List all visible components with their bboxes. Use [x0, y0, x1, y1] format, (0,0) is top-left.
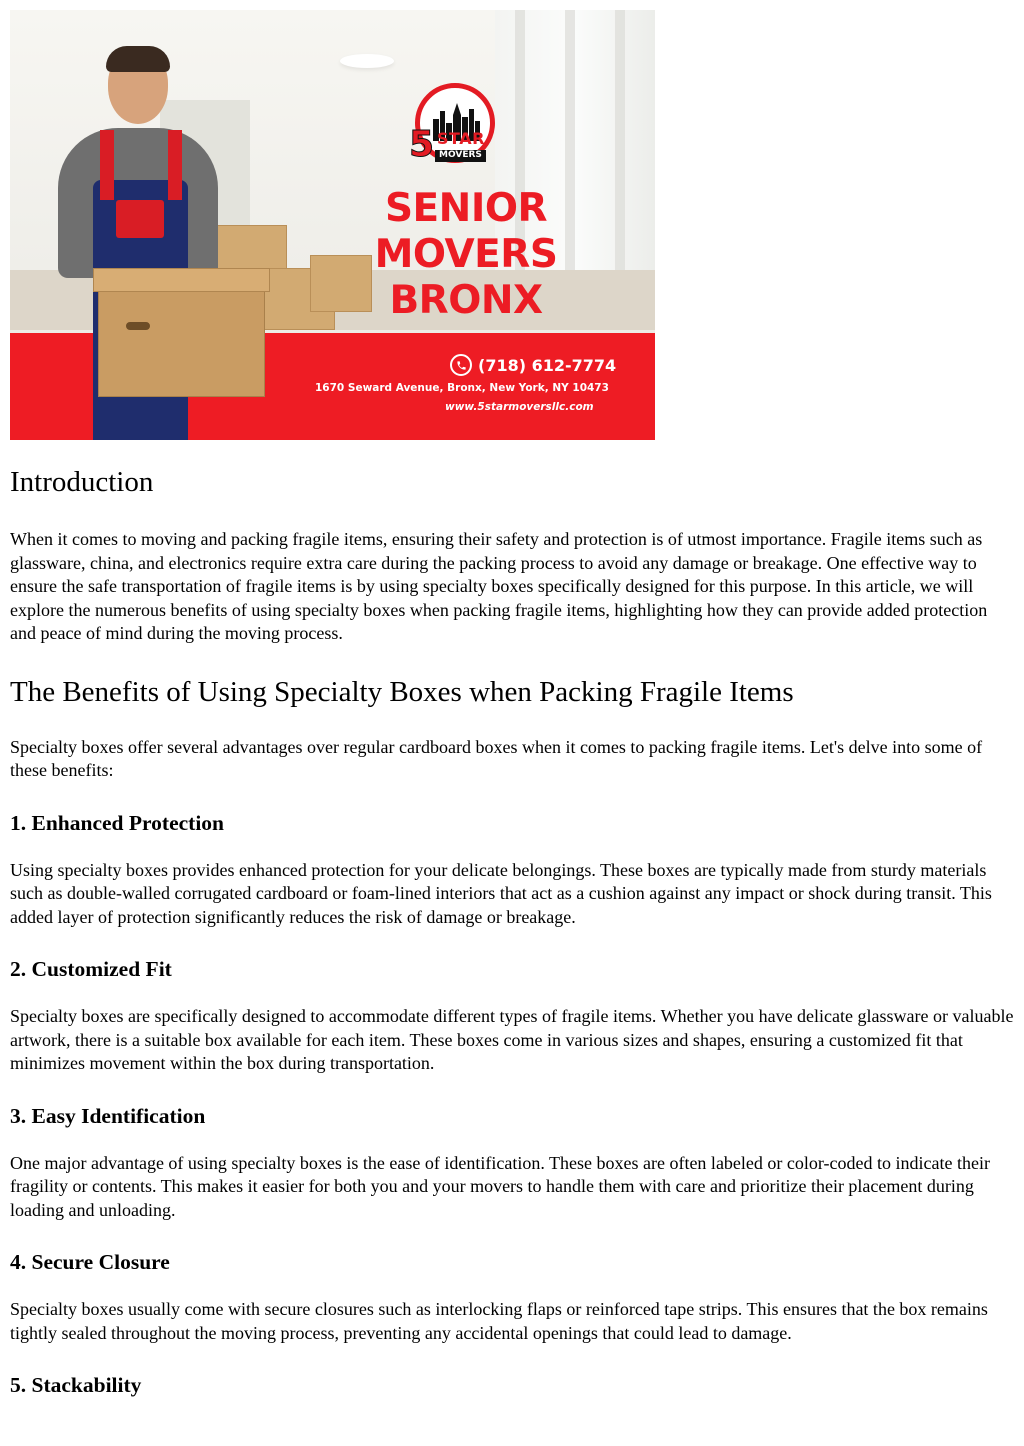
website: www.5starmoversllc.com: [445, 401, 594, 413]
phone-number: (718) 612-7774: [478, 355, 617, 375]
section-heading: 5. Stackability: [10, 1373, 142, 1397]
carried-box: [98, 275, 265, 397]
section-heading: 1. Enhanced Protection: [10, 810, 225, 835]
banner-title: SENIOR MOVERS BRONX: [374, 186, 558, 323]
section-heading: 3. Easy Identification: [10, 1103, 206, 1128]
company-logo: 5 STAR MOVERS: [407, 83, 507, 173]
section-heading: 2. Customized Fit: [10, 957, 172, 981]
phone-row: [450, 351, 616, 379]
mover-person-illustration: [38, 50, 268, 440]
ceiling-lamp: [340, 54, 394, 68]
address: 1670 Seward Avenue, Bronx, New York, NY 10473: [315, 382, 609, 394]
intro-heading: Introduction: [10, 466, 154, 498]
benefits-intro-paragraph: Specialty boxes offer several advantages over regular cardboard boxes when it comes to packing fragile items. Let's delve into some of these benefits:: [10, 736, 983, 780]
moving-box: [310, 255, 372, 312]
section-paragraph: One major advantage of using specialty boxes is the ease of identification. These boxes are often labeled or color-coded to indicate their fragility or contents. This makes it easier for both you and your movers to handle them with care and prioritize their placement during loading and unloading.: [10, 1152, 990, 1220]
section-heading: 4. Secure Closure: [10, 1250, 170, 1274]
article: [10, 462, 1015, 1398]
section-paragraph: Using specialty boxes provides enhanced protection for your delicate belongings. These boxes are typically made from sturdy materials such as double-walled corrugated cardboard or foam-lined interiors that act as a cushion against any impact or shock during transit. This added layer of protection significantly reduces the risk of damage or breakage.: [10, 859, 992, 927]
section-paragraph: Specialty boxes usually come with secure closures such as interlocking flaps or reinforced tape strips. This ensures that the box remains tightly sealed throughout the moving process, preventing any accidental openings that could lead to damage.: [10, 1299, 988, 1343]
benefits-heading: The Benefits of Using Specialty Boxes when Packing Fragile Items: [10, 675, 794, 708]
hero-banner-image: [10, 10, 655, 440]
phone-icon: [450, 354, 472, 376]
intro-paragraph: When it comes to moving and packing fragile items, ensuring their safety and protection is of utmost importance. Fragile items such as glassware, china, and electronics require extra care during the packing process to avoid any damage or breakage. One effective way to ensure the safe transportation of fragile items is by using specialty boxes specifically designed for this purpose. In this article, we will explore the numerous benefits of using specialty boxes when packing fragile items, highlighting how they can provide added protection and peace of mind during the moving process.: [10, 529, 988, 643]
section-paragraph: Specialty boxes are specifically designed to accommodate different types of fragile items. Whether you have delicate glassware or valuable artwork, there is a suitable box available for each item. These boxes come in various sizes and shapes, ensuring a customized fit that minimizes movement within the box during transportation.: [10, 1006, 1014, 1073]
